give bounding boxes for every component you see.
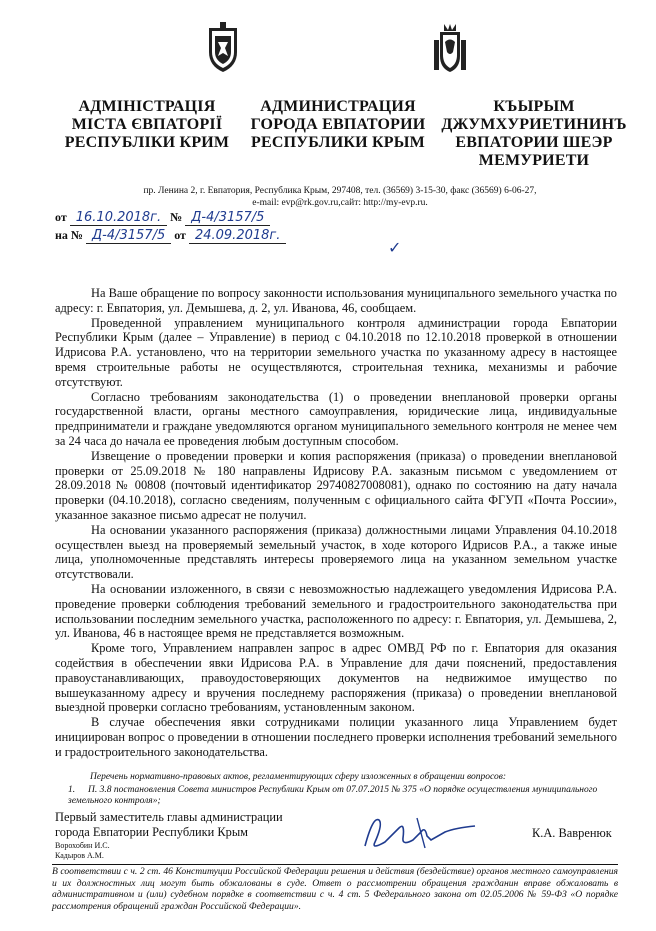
signatory-name: К.А. Вавренюк: [532, 826, 612, 840]
paragraph: Кроме того, Управлением направлен запрос в адрес ОМВД РФ по г. Евпатория для оказания содействия в обеспечении явки Идрисова Р.А. в Управление для дачи пояснений, предоставления правоустанавливающих, правоудостоверяющих документов на недвижимое имущество по вышеуказанному адресу и вручения последнему распоряжения (приказа) о проведении внеплановой выездной проверки согласно требованиям, установленным законом.: [55, 641, 617, 715]
reference-item: 1. П. 3.8 постановления Совета министров Республики Крым от 07.07.2015 № 375 «О порядке осуществления муниципального земельного контроля»;: [68, 785, 598, 806]
paragraph: На Ваше обращение по вопросу законности использования муниципального земельного участка по адресу: г. Евпатория, ул. Демышева, д. 2, ул. Иванова, 46, сообщаем.: [55, 286, 617, 315]
paragraph: Извещение о проведении проверки и копия распоряжения (приказа) о проведении внеплановой проверки от 25.09.2018 № 180 направлены Идрисову Р.А. заказным письмом с уведомлением от 28.09.2018 № 00808 (почтовый идентификатор 29740827008081), однако по состоянию на дату начала проверки (04.10.2018), согласно сведениям, полученным с официального сайта ФГУП «Почта России», указанное заказное письмо адресат не получил.: [55, 448, 617, 522]
org-name-ukrainian: АДМІНІСТРАЦІЯ МІСТА ЄВПАТОРІЇ РЕСПУБЛІКИ КРИМ: [64, 98, 230, 151]
org-name-crimean-tatar: КЪЫРЫМ ДЖУМХУРИЕТИНИНЪ ЕВПАТОРИИ ШЕЭР МЕМУРИЕТИ: [441, 98, 627, 169]
paragraph: На основании указанного распоряжения (приказа) должностными лицами Управления 04.10.2018 осуществлен выезд на проверяемый земельный участок, в ходе которого Идрисов Р.А., а также иные лица, уполномоченные представлять интересы проверяемого лица на указанном земельном участке отсутствовали.: [55, 522, 617, 582]
incoming-reference: на № Д-4/3157/5 от 24.09.2018г.: [55, 228, 286, 244]
paragraph: Проведенной управлением муниципального контроля администрации города Евпатории Республики Крым (далее – Управление) в период с 04.10.2018 по 12.10.2018 проверкой в отношении Идрисова Р.А. установлено, что на территории земельного участка по указанному адресу в настоящее время строительные работы не осуществляются, строительная техника, механизмы и рабочие отсутствуют.: [55, 315, 617, 389]
address-line: пр. Ленина 2, г. Евпатория, Республика Крым, 297408, тел. (36569) 3-15-30, факс (36569) 6-06-27,: [143, 186, 537, 196]
references-list: [68, 785, 618, 807]
check-mark: ✓: [388, 238, 402, 257]
crimea-coat-of-arms-icon: [432, 22, 468, 74]
reference-number: Д-4/3157/5: [86, 229, 171, 244]
legal-footer-note: В соответствии с ч. 2 ст. 46 Конституции Российской Федерации решения и действия (бездействие) органов местного самоуправления и их должностных лиц могут быть обжалованы в суде. Ответ о рассмотрении обращения гражданин вправе обжаловать в административном и (или) судебном порядке в соответствии с ч. 4 ст. 5 Федерального закона от 02.05.2006 № 59-ФЗ «О порядке рассмотрения обращений граждан Российской Федерации».: [52, 866, 618, 912]
executors: Ворохобин И.С. Кадыров А.М.: [55, 841, 110, 860]
reference-date: 24.09.2018г.: [189, 229, 286, 244]
outgoing-number: Д-4/3157/5: [185, 211, 270, 226]
signatory-position: Первый заместитель главы администрации города Евпатории Республики Крым: [55, 810, 283, 839]
outgoing-date: 16.10.2018г.: [70, 211, 167, 226]
letter-body: [55, 286, 617, 760]
references-title: Перечень нормативно-правовых актов, регламентирующих сферу изложенных в обращении вопросов:: [90, 772, 507, 782]
outgoing-registration: от 16.10.2018г. № Д-4/3157/5: [55, 210, 270, 226]
city-coat-of-arms-icon: [205, 22, 241, 74]
contact-line: e-mail: evp@rk.gov.ru,сайт: http://my-evp.ru.: [252, 198, 428, 208]
org-name-russian: АДМИНИСТРАЦИЯ ГОРОДА ЕВПАТОРИИ РЕСПУБЛИКИ КРЫМ: [250, 98, 426, 151]
paragraph: Согласно требованиям законодательства (1) о проведении внеплановой проверки органы государственной власти, органы местного самоуправления, юридические лица, индивидуальные предприниматели и граждане уведомляются органом муниципального земельного контроля не менее чем за 24 часа до начала ее проведения любым доступным способом.: [55, 389, 617, 448]
paragraph: В случае обеспечения явки сотрудниками полиции указанного лица Управлением будет инициирован вопрос о проведении в отношении последнего проверки исполнения требований земельного и градостроительного законодательства.: [55, 715, 617, 759]
handwritten-signature: [355, 812, 485, 854]
paragraph: На основании изложенного, в связи с невозможностью надлежащего уведомления Идрисова Р.А. проведение проверки соблюдения требований земельного и градостроительного законодательства при использовании последним земельного участка, расположенного по адресу: г. Евпатория, ул. Демышева, 2, ул. Иванова, 46 в настоящее время не представляется возможным.: [55, 581, 617, 641]
